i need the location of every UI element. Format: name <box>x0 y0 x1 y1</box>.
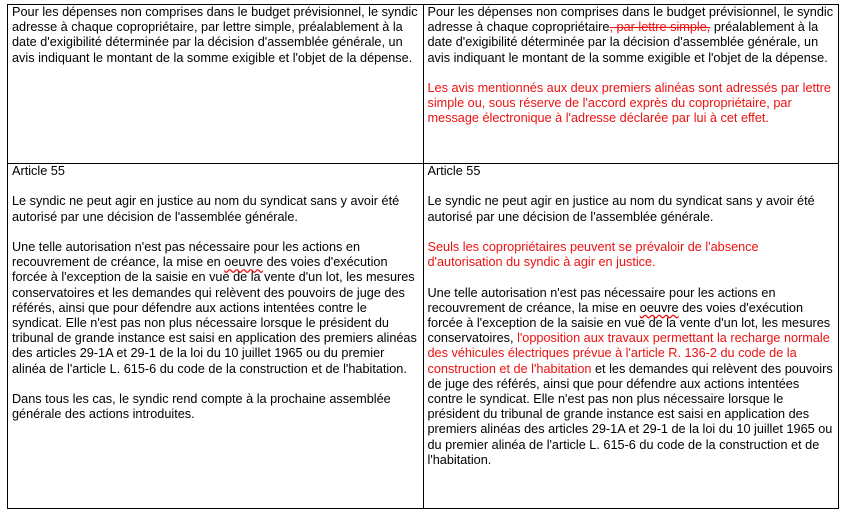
amended-text-cell <box>423 164 839 509</box>
added-paragraph: Seuls les copropriétaires peuvent se prévaloir de l'absence d'autorisation du syndic à agir en justice. <box>427 239 759 270</box>
text-span: préalablement à la date d'exigibilité déterminée par la décision d'assemblée générale, un avis indiquant le montant de la somme exigible et l'objet de la dépense. <box>427 20 828 65</box>
deleted-text: , par lettre simple, <box>609 20 711 35</box>
added-text: l'opposition aux travaux permettant la recharge normale des véhicules électriques prévue à l'article R. 136-2 du code de la construction et de l'habitation <box>427 331 830 376</box>
text-span: et les demandes qui relèvent des pouvoirs de juge des référés, ainsi que pour défendre aux actions intentées contre le syndicat. Elle n'est pas non plus nécessaire lorsque le président du tribunal de grande instance est saisi en application des premiers alinéas des articles 29-1A et 29-1 de la loi du 10 juillet 1965 ou du premier alinéa de l'article L. 615-6 du code de la construction et de l'habitation. <box>427 361 833 467</box>
original-text-cell <box>8 5 424 164</box>
amended-text-cell <box>423 5 839 164</box>
spellcheck-word: oeuvre <box>224 255 264 270</box>
paragraph: Dans tous les cas, le syndic rend compte à la prochaine assemblée générale des actions introduites. <box>12 392 391 422</box>
article-heading: Article 55 <box>427 164 481 178</box>
paragraph <box>428 286 835 468</box>
text-span: des voies d'exécution forcée à l'exception de la saisie en vue de la vente d'un lot, les mesures conservatoires et les demandes qui relèvent des pouvoirs de juge des référés, ainsi que pour défendre aux actions intentées contre le syndicat. Elle n'est pas non plus nécessaire lorsque le président du tribunal de grande instance est saisi en application des premiers alinéas des articles 29-1A et 29-1 de la loi du 10 juillet 1965 ou du premier alinéa de l'article L. 615-6 du code de la construction et de l'habitation. <box>12 255 417 376</box>
table-row <box>8 5 839 164</box>
paragraph: Le syndic ne peut agir en justice au nom du syndicat sans y avoir été autorisé par une décision de l'assemblée générale. <box>12 194 400 224</box>
paragraph: Le syndic ne peut agir en justice au nom du syndicat sans y avoir été autorisé par une décision de l'assemblée générale. <box>427 194 815 224</box>
text-span: Une telle autorisation n'est pas nécessaire pour les actions en recouvrement de créance, la mise en <box>12 239 361 270</box>
comparison-table <box>7 4 839 509</box>
original-text-cell <box>8 164 424 509</box>
spellcheck-word: oeuvre <box>639 300 679 315</box>
text-span: des voies d'exécution forcée à l'exception de la saisie en vue de la vente d'un lot, les mesures conservatoires, <box>427 300 831 346</box>
added-paragraph: Les avis mentionnés aux deux premiers alinéas sont adressés par lettre simple ou, sous réserve de l'accord exprès du copropriétaire, par message électronique à l'adresse déclarée par lui à cet effet. <box>427 81 831 126</box>
text-span: Pour les dépenses non comprises dans le budget prévisionnel, le syndic adresse à chaque copropriétaire <box>427 5 834 35</box>
table-row <box>8 164 839 509</box>
paragraph <box>428 5 835 66</box>
text-span: Une telle autorisation n'est pas nécessaire pour les actions en recouvrement de créance, la mise en <box>427 285 776 315</box>
paragraph: Pour les dépenses non comprises dans le budget prévisionnel, le syndic adresse à chaque copropriétaire, par lettre simple, préalablement à la date d'exigibilité déterminée par la décision d'assemblée générale, un avis indiquant le montant de la somme exigible et l'objet de la dépense. <box>12 5 418 65</box>
paragraph <box>12 240 419 377</box>
article-heading: Article 55 <box>12 164 65 178</box>
